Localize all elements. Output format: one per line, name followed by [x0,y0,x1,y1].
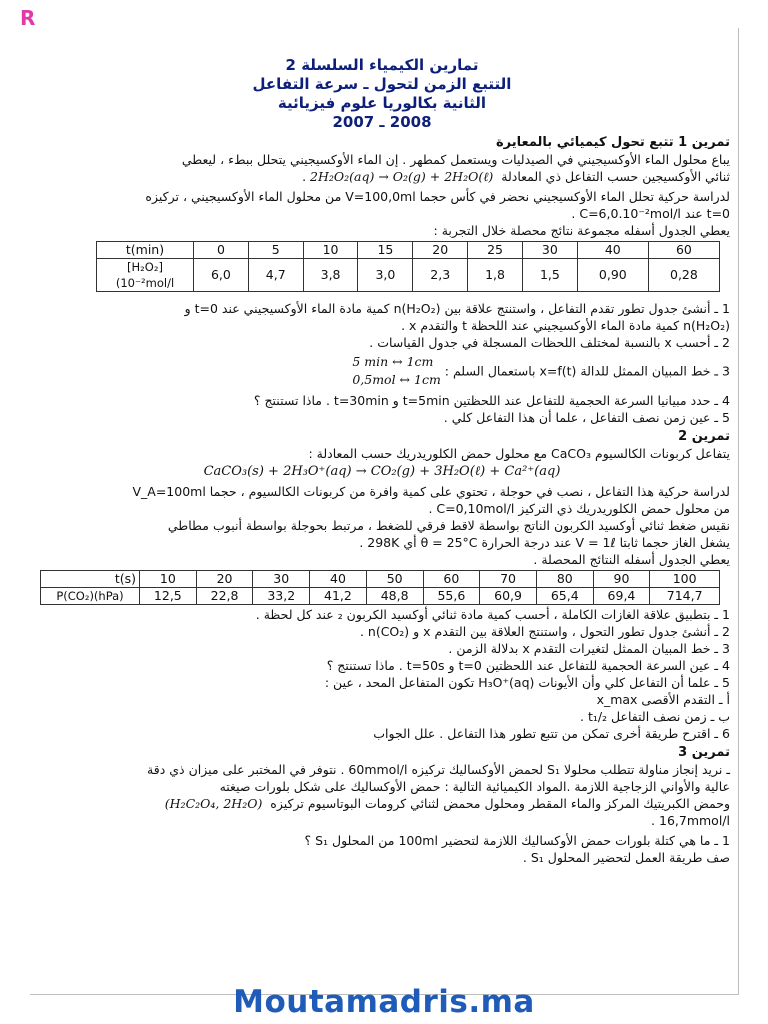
table-cell: 22,8 [196,588,253,605]
table-head: [H₂O₂] (10⁻²mol/l [97,259,194,292]
table-cell: 41,2 [310,588,367,605]
ex2-study-line-2: من محلول حمض الكلوريدريك ذي التركيز C=0,10mol/l . [428,501,730,516]
ex2-equation: CaCO₃(s) + 2H₃O⁺(aq) → CO₂(g) + 3H₂O(ℓ) + Ca²⁺(aq) [203,464,561,479]
exercise-3-title: تمرين 3 [678,745,730,760]
ex3-line-1: ـ نريد إنجاز مناولة تتطلب محلولا S₁ لحمض الأوكساليك تركيزه 60mmol/l . نتوفر في المختبر على ميزان ذي دقة [147,762,730,777]
ex1-study-line-2: t=0 عند C=6,0.10⁻²mol/l . [571,206,730,221]
table-cell: 69,4 [593,588,650,605]
ex2-study-line-1: لدراسة حركية هذا التفاعل ، نصب في حوجلة ، تحتوي على كمية وافرة من كربونات الكالسيوم ، حجما V_A=100ml [132,484,730,499]
ex2-question-2: 2 ـ أنشئ جدول تطور التحول ، واستنتج العلاقة بين التقدم x و n(CO₂) . [359,624,730,639]
table-cell: 90 [593,571,650,588]
ex1-data-table [96,241,720,292]
table-cell: 50 [366,571,423,588]
table-cell: 6,0 [194,259,249,292]
ex1-intro-line-1: يباع محلول الماء الأوكسيجيني في الصيدليات ويستعمل كمطهر . إن الماء الأوكسيجيني يتحلل ببطء ، ليعطي [181,152,730,167]
ex1-question-1b: n(H₂O₂) كمية مادة الماء الأوكسيجيني عند اللحظة t والتقدم x . [401,318,730,333]
ex1-question-2: 2 ـ أحسب x بالنسبة لمختلف اللحظات المسجلة في جدول القياسات . [369,335,730,350]
table-cell: 4,7 [248,259,303,292]
scale-amount: 0,5mol ↔ 1cm [352,372,441,387]
exercise-2-title: تمرين 2 [678,429,730,444]
table-cell: 40 [577,242,648,259]
table-cell: 2,3 [413,259,468,292]
table-cell: 65,4 [536,588,593,605]
ex2-question-1: 1 ـ بتطبيق علاقة الغازات الكاملة ، أحسب كمية مادة ثنائي أوكسيد الكربون ₂ عند كل لحظة . [255,607,730,622]
ex2-question-4: 4 ـ عين السرعة الحجمية للتفاعل عند اللحظتين t=0 و t=50s . ماذا تستنتج ؟ [326,658,730,673]
table-cell: 60 [423,571,480,588]
table-cell: 70 [480,571,537,588]
table-cell: 30 [253,571,310,588]
table-cell: 5 [248,242,303,259]
table-cell: 33,2 [253,588,310,605]
ex2-question-3: 3 ـ خط المبيان الممثل لتغيرات التقدم x بدلالة الزمن . [448,641,730,656]
table-cell: 15 [358,242,413,259]
table-cell: 0,28 [648,259,719,292]
table-cell: 1,8 [468,259,523,292]
corner-logo-mark: R [20,6,36,30]
ex3-formula: (H₂C₂O₄, 2H₂O) [164,796,263,811]
table-cell: 20 [413,242,468,259]
table-cell: 60 [648,242,719,259]
ex3-line-3-text: وحمض الكبريتيك المركز والماء المقطر ومحلول محمض لثنائي كرومات البوتاسيوم تركيزه [270,796,730,811]
table-row [97,259,720,292]
table-head: t(s) [41,571,140,588]
table-cell: 40 [310,571,367,588]
ex2-table-intro: يعطي الجدول أسفله النتائج المحصلة . [533,552,730,567]
table-head: P(CO₂)(hPa) [41,588,140,605]
site-watermark: Moutamadris.ma [233,984,535,1020]
ex1-question-3 [34,353,730,389]
ex2-question-5a: أ ـ التقدم الأقصى x_max [596,692,730,707]
table-row [97,242,720,259]
table-cell: 3,8 [303,259,358,292]
ex1-scale [352,353,440,389]
series-subtitle: التتبع الزمن لتحول ـ سرعة التفاعل [252,75,512,93]
table-cell: 12,5 [140,588,197,605]
table-cell: 1,5 [522,259,577,292]
table-cell: 10 [303,242,358,259]
ex1-question-1a: 1 ـ أنشئ جدول تطور تقدم التفاعل ، واستنتج علاقة بين n(H₂O₂) كمية مادة الماء الأوكسيجيني عند t=0 و [184,301,730,316]
ex3-question-1: 1 ـ ما هي كتلة بلورات حمض الأوكساليك اللازمة لتحضير 100ml من المحلول S₁ ؟ [304,833,730,848]
scale-time: 5 min ↔ 1cm [352,354,434,369]
ex3-line-2: عالية والأواني الزجاجية اللازمة .المواد الكيميائية التالية : حمض الأوكساليك على شكل بلورات صيغته [219,779,730,794]
ex1-table-intro: يعطي الجدول أسفله مجموعة نتائج محصلة خلال التجربة : [433,223,730,238]
ex3-question-2: صف طريقة العمل لتحضير المحلول S₁ . [522,850,730,865]
document-page [34,56,730,996]
ex1-study-line-1: لدراسة حركية تحلل الماء الأوكسيجيني نحضر في كأس حجما V=100,0ml من محلول الماء الأوكسيجيني ، تركيزه [145,189,730,204]
ex2-study-line-3: نقيس ضغط ثنائي أوكسيد الكربون الناتج بواسطة لاقط فرقي للضغط ، مرتبط بحوجلة بواسطة أنبوب مطاطي [167,518,730,533]
ex1-question-4: 4 ـ حدد مبيانيا السرعة الحجمية للتفاعل عند اللحظتين t=5min و t=30min . ماذا تستنتج ؟ [253,393,730,408]
ex2-question-5b: ب ـ زمن نصف التفاعل t₁/₂ . [579,709,730,724]
exercise-1-title: تمرين 1 تتبع تحول كيميائي بالمعايرة [495,135,730,150]
series-title: تمارين الكيمياء السلسلة 2 [285,56,479,74]
table-cell: 0,90 [577,259,648,292]
table-head: t(min) [97,242,194,259]
ex1-question-3-text: 3 ـ خط المبيان الممثل للدالة x=f(t) باستعمال السلم : [444,363,730,379]
table-cell: 48,8 [366,588,423,605]
ex1-intro-line-2: ثنائي الأوكسيجين حسب التفاعل ذي المعادلة 2H₂O₂(aq) → O₂(g) + 2H₂O(ℓ) . [302,169,730,184]
table-cell: 55,6 [423,588,480,605]
table-row [41,588,720,605]
table-cell: 0 [194,242,249,259]
ex2-question-5: 5 ـ علما أن التفاعل كلي وأن الأيونات H₃O⁺(aq) تكون المتفاعل المحد ، عين : [324,675,730,690]
table-cell: 714,7 [650,588,720,605]
ex3-line-3 [34,795,730,812]
ex1-intro-text: ثنائي الأوكسيجين حسب التفاعل ذي المعادلة [501,169,730,184]
table-cell: 100 [650,571,720,588]
table-cell: 60,9 [480,588,537,605]
ex2-study-line-4: يشغل الغاز حجما ثابتا V = 1ℓ عند درجة الحرارة θ = 25°C أي 298K . [359,535,730,550]
table-cell: 30 [522,242,577,259]
table-row [41,571,720,588]
series-level: الثانية بكالوريا علوم فيزيائية [277,94,487,112]
ex1-question-5: 5 ـ عين زمن نصف التفاعل ، علما أن هذا التفاعل كلي . [443,410,730,425]
table-cell: 10 [140,571,197,588]
series-year: 2008 ـ 2007 [332,113,432,131]
table-cell: 20 [196,571,253,588]
ex2-data-table [40,570,720,605]
table-cell: 3,0 [358,259,413,292]
ex2-question-6: 6 ـ اقترح طريقة أخرى تمكن من تتبع تطور هذا التفاعل . علل الجواب [373,726,730,741]
ex3-line-4: 16,7mmol/l . [651,813,730,828]
table-cell: 25 [468,242,523,259]
table-cell: 80 [536,571,593,588]
ex1-equation: 2H₂O₂(aq) → O₂(g) + 2H₂O(ℓ) [310,169,494,184]
ex2-intro: يتفاعل كربونات الكالسيوم CaCO₃ مع محلول حمض الكلوريدريك حسب المعادلة : [308,446,730,461]
